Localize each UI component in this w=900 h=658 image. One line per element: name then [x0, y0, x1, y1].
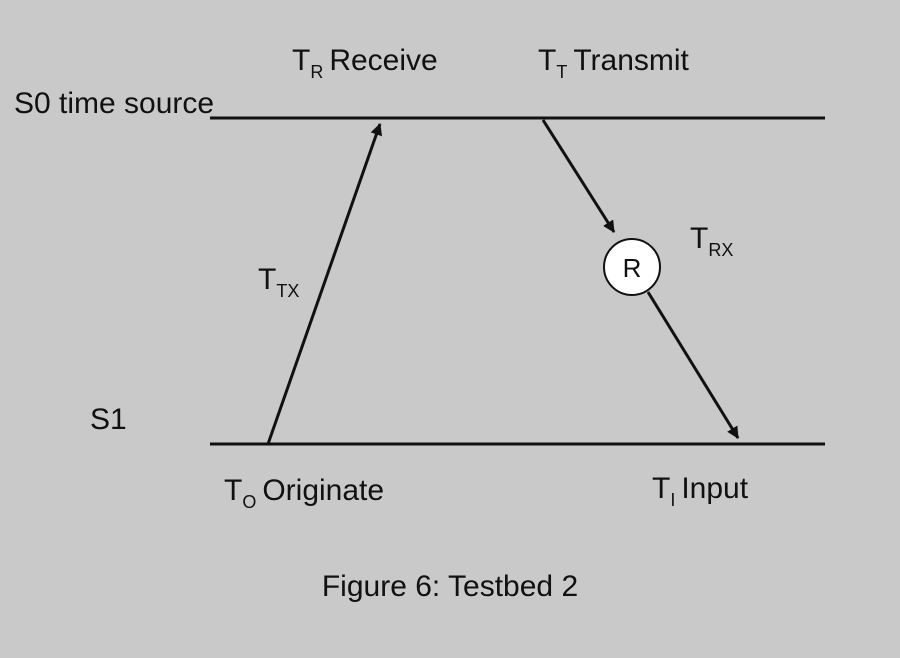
input-text: Input: [681, 472, 749, 505]
rx-symbol: T: [690, 222, 709, 255]
originate-subscript: O: [242, 492, 257, 512]
s1-label: S1: [90, 403, 127, 436]
transmit-symbol: T: [538, 44, 557, 77]
rx-delay-label: [690, 224, 733, 259]
receive-subscript: R: [310, 62, 324, 82]
rx-arrow-lower: [648, 292, 738, 438]
originate-label: [224, 476, 384, 511]
tx-delay-label: [258, 265, 299, 300]
input-label: [652, 474, 748, 509]
rx-subscript: RX: [708, 240, 734, 260]
input-symbol: T: [652, 472, 671, 505]
rx-arrow-upper: [543, 120, 614, 232]
tx-subscript: TX: [276, 281, 300, 301]
input-subscript: I: [670, 490, 676, 510]
figure-caption: Figure 6: Testbed 2: [321, 570, 579, 603]
router-label: R: [622, 253, 642, 283]
s0-label: S0 time source: [14, 87, 215, 120]
receive-label: [292, 46, 438, 81]
transmit-subscript: T: [556, 62, 568, 82]
transmit-text: Transmit: [573, 44, 689, 77]
receive-text: Receive: [329, 44, 438, 77]
tx-symbol: T: [258, 263, 277, 296]
originate-symbol: T: [224, 474, 243, 507]
transmit-label: [538, 46, 689, 81]
receive-symbol: T: [292, 44, 311, 77]
originate-text: Originate: [262, 474, 385, 507]
